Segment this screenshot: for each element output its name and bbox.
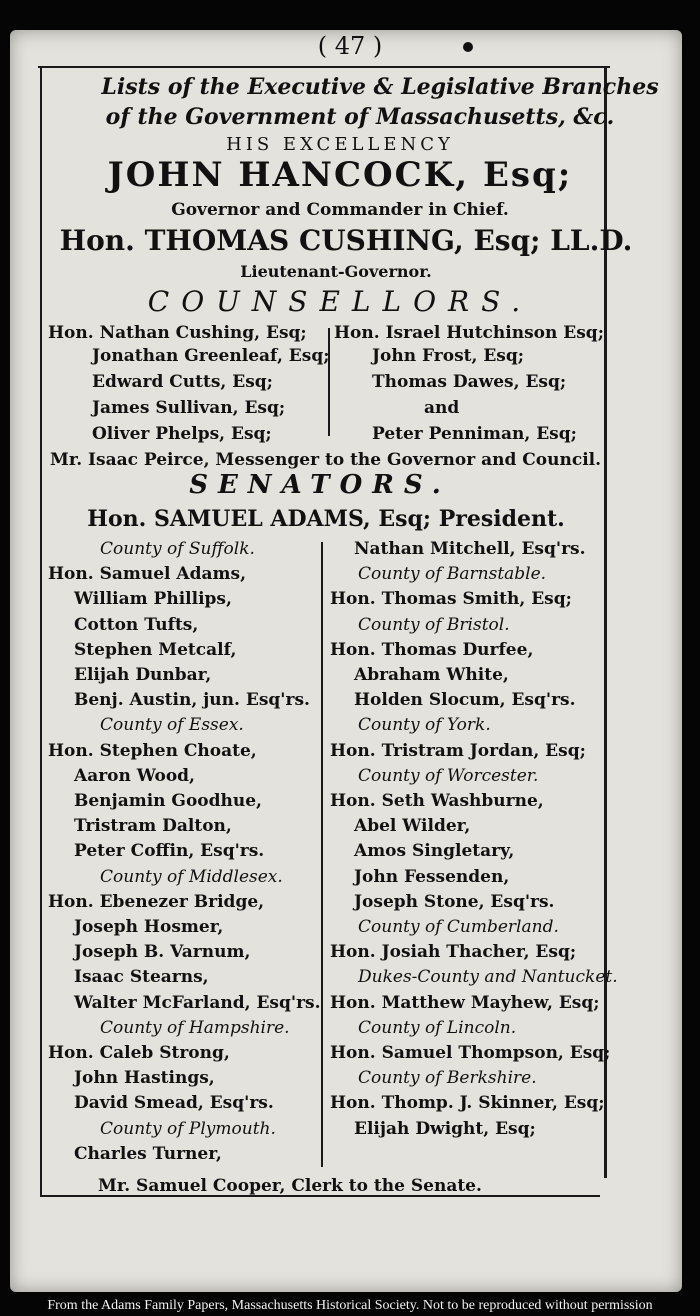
ink-blot [463,42,473,52]
counsellor-right: Hon. Israel Hutchinson Esq; [334,323,604,343]
senator-name: Hon. Seth Washburne, [330,791,544,811]
messenger-line: Mr. Isaac Peirce, Messenger to the Governor and Council. [50,450,602,470]
county-heading: County of Bristol. [358,614,510,635]
counsellor-right: John Frost, Esq; [372,346,525,366]
county-heading: County of Hampshire. [100,1017,290,1038]
senator-name: Nathan Mitchell, Esq'rs. [354,539,586,559]
counsellor-left: Hon. Nathan Cushing, Esq; [48,323,307,343]
counsellor-left: James Sullivan, Esq; [92,398,286,418]
senator-name: Aaron Wood, [74,765,195,786]
counsellor-right: Thomas Dawes, Esq; [372,372,567,392]
senator-name: Hon. Thomp. J. Skinner, Esq; [330,1093,605,1114]
header-title-line1: Lists of the Executive & Legislative Branches [101,74,659,100]
frame-top-rule [38,66,610,68]
senator-name: Hon. Ebenezer Bridge, [48,891,265,912]
senator-name: Hon. Caleb Strong, [48,1043,230,1063]
senator-name: Peter Coffin, Esq'rs. [74,841,265,862]
senator-name: Joseph Stone, Esq'rs. [354,891,555,912]
county-heading: County of Worcester. [358,765,539,786]
senate-president: Hon. SAMUEL ADAMS, Esq; President. [87,506,565,532]
senator-name: Hon. Samuel Thompson, Esq; [330,1043,611,1063]
senator-name: Holden Slocum, Esq'rs. [354,690,576,711]
counsellor-left: Jonathan Greenleaf, Esq; [92,346,330,366]
county-heading: County of Berkshire. [358,1068,537,1089]
senator-name: Hon. Tristram Jordan, Esq; [330,740,586,761]
senator-name: Cotton Tufts, [74,614,199,635]
senator-name: Abel Wilder, [354,816,471,837]
senators-heading: SENATORS. [189,470,451,500]
senator-name: Hon. Thomas Durfee, [330,639,534,660]
counsellor-right: and [424,398,460,418]
senator-name: Hon. Thomas Smith, Esq; [330,589,572,610]
county-heading: County of Essex. [100,715,244,736]
governor-title: Governor and Commander in Chief. [171,200,509,220]
senator-name: Hon. Josiah Thacher, Esq; [330,942,577,963]
lt-governor-name: Hon. THOMAS CUSHING, Esq; LL.D. [59,224,633,257]
governor-name: JOHN HANCOCK, Esq; [107,155,573,195]
senator-name: John Hastings, [74,1068,215,1089]
senator-name: Hon. Matthew Mayhew, Esq; [330,992,600,1013]
senator-name: Joseph B. Varnum, [74,942,251,963]
senator-name: Benj. Austin, jun. Esq'rs. [74,690,310,711]
counsellor-left: Edward Cutts, Esq; [92,372,273,392]
county-heading: County of York. [358,715,491,736]
senator-name: Hon. Stephen Choate, [48,740,257,761]
counsellor-left: Oliver Phelps, Esq; [92,424,272,444]
senator-name: Charles Turner, [74,1143,222,1164]
counsellors-heading: COUNSELLORS. [147,285,533,318]
counsellors-divider [328,328,330,436]
senator-name: Stephen Metcalf, [74,639,237,660]
senator-name: Joseph Hosmer, [74,917,224,937]
senator-name: Isaac Stearns, [74,967,209,988]
senator-name: Amos Singletary, [354,841,515,862]
senator-name: Hon. Samuel Adams, [48,564,246,585]
senator-name: David Smead, Esq'rs. [74,1093,274,1114]
county-heading: County of Lincoln. [358,1017,517,1038]
page-number: ( 47 ) [317,32,383,60]
senator-name: Abraham White, [354,665,509,685]
senate-clerk: Mr. Samuel Cooper, Clerk to the Senate. [98,1176,482,1196]
header-title-line2: of the Government of Massachusetts, &c. [105,104,615,130]
senator-name: William Phillips, [74,589,232,610]
senator-name: Benjamin Goodhue, [74,791,262,811]
senator-name: Tristram Dalton, [74,816,232,837]
county-heading: County of Middlesex. [100,866,283,887]
county-heading: County of Plymouth. [100,1118,276,1139]
senators-divider [321,542,323,1167]
county-heading: County of Suffolk. [100,539,255,559]
his-excellency: HIS EXCELLENCY [226,134,454,155]
counsellor-right: Peter Penniman, Esq; [372,424,577,444]
county-heading: County of Cumberland. [358,917,559,937]
senator-name: Walter McFarland, Esq'rs. [74,992,321,1013]
copyright-footer: From the Adams Family Papers, Massachusetts Historical Society. Not to be reproduced without permission [0,1295,700,1316]
county-heading: County of Barnstable. [358,564,547,585]
county-heading: Dukes-County and Nantucket. [358,967,618,988]
senator-name: John Fessenden, [354,866,510,887]
senator-name: Elijah Dunbar, [74,665,212,685]
senator-name: Elijah Dwight, Esq; [354,1118,536,1139]
lt-governor-title: Lieutenant-Governor. [240,262,432,281]
